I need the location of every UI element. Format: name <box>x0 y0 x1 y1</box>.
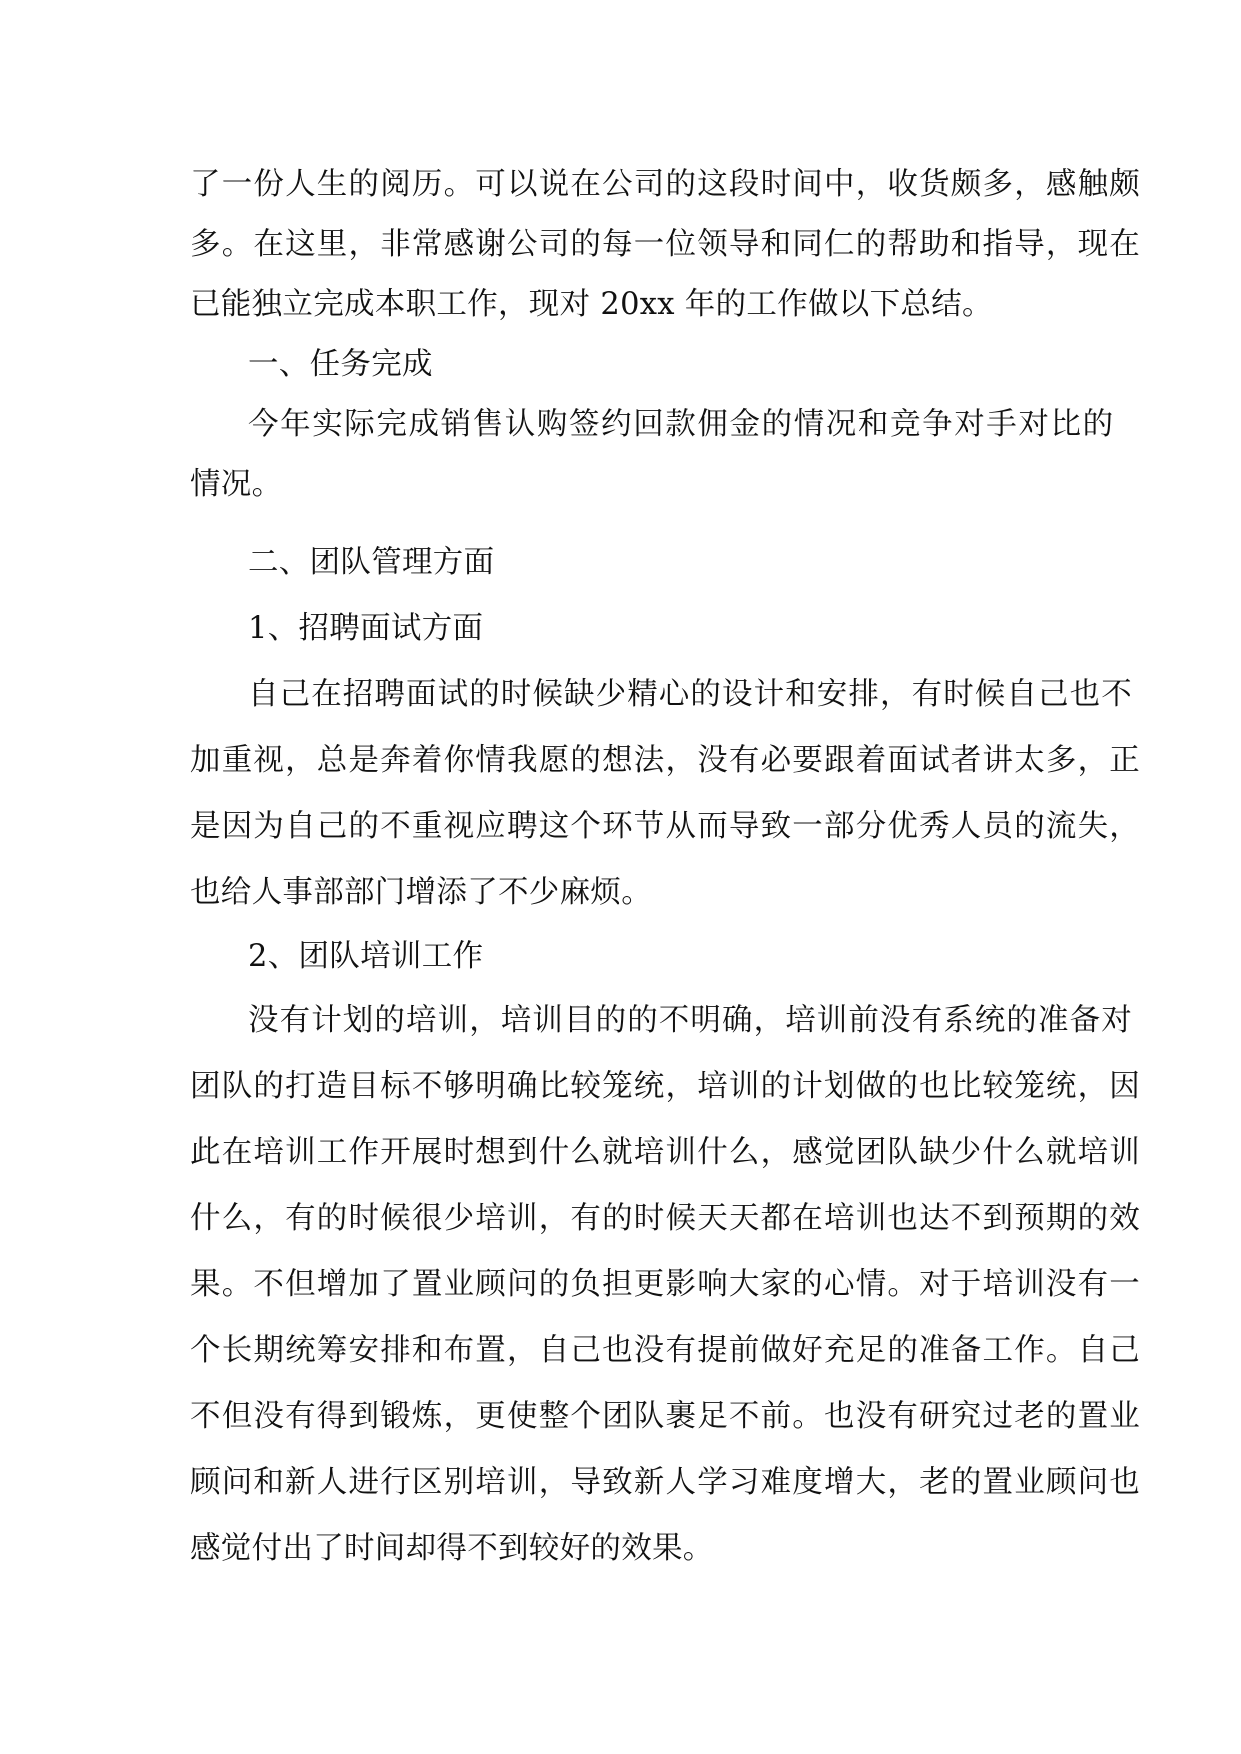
section-heading: 一、任务完成 <box>248 347 433 382</box>
subsection-heading: 1、招聘面试方面 <box>248 611 484 646</box>
paragraph-line: 已能独立完成本职工作，现对 20xx 年的工作做以下总结。 <box>190 287 993 322</box>
subsection-heading: 2、团队培训工作 <box>248 939 484 974</box>
paragraph-line: 多。在这里，非常感谢公司的每一位领导和同仁的帮助和指导，现在 <box>190 227 1141 262</box>
paragraph-line: 自己在招聘面试的时候缺少精心的设计和安排，有时候自己也不 <box>248 677 1133 712</box>
paragraph-line: 了一份人生的阅历。可以说在公司的这段时间中，收货颇多，感触颇 <box>190 167 1141 202</box>
paragraph-line: 团队的打造目标不够明确比较笼统，培训的计划做的也比较笼统，因 <box>190 1069 1141 1104</box>
paragraph-line: 顾问和新人进行区别培训，导致新人学习难度增大，老的置业顾问也 <box>190 1465 1141 1500</box>
paragraph-line: 是因为自己的不重视应聘这个环节从而导致一部分优秀人员的流失， <box>190 809 1141 844</box>
paragraph-line: 也给人事部部门增添了不少麻烦。 <box>190 875 652 910</box>
section-heading: 二、团队管理方面 <box>248 545 495 580</box>
paragraph-line: 果。不但增加了置业顾问的负担更影响大家的心情。对于培训没有一 <box>190 1267 1141 1302</box>
paragraph-line: 感觉付出了时间却得不到较好的效果。 <box>190 1531 714 1566</box>
paragraph-line: 情况。 <box>190 467 283 502</box>
paragraph-line: 不但没有得到锻炼，更使整个团队裹足不前。也没有研究过老的置业 <box>190 1399 1141 1434</box>
paragraph-line: 此在培训工作开展时想到什么就培训什么，感觉团队缺少什么就培训 <box>190 1135 1141 1170</box>
paragraph-line: 没有计划的培训，培训目的的不明确，培训前没有系统的准备对 <box>248 1003 1133 1038</box>
paragraph-line: 什么，有的时候很少培训，有的时候天天都在培训也达不到预期的效 <box>190 1201 1141 1236</box>
paragraph-line: 今年实际完成销售认购签约回款佣金的情况和竞争对手对比的 <box>248 407 1115 442</box>
paragraph-line: 加重视，总是奔着你情我愿的想法，没有必要跟着面试者讲太多，正 <box>190 743 1141 778</box>
paragraph-line: 个长期统筹安排和布置，自己也没有提前做好充足的准备工作。自己 <box>190 1333 1141 1368</box>
